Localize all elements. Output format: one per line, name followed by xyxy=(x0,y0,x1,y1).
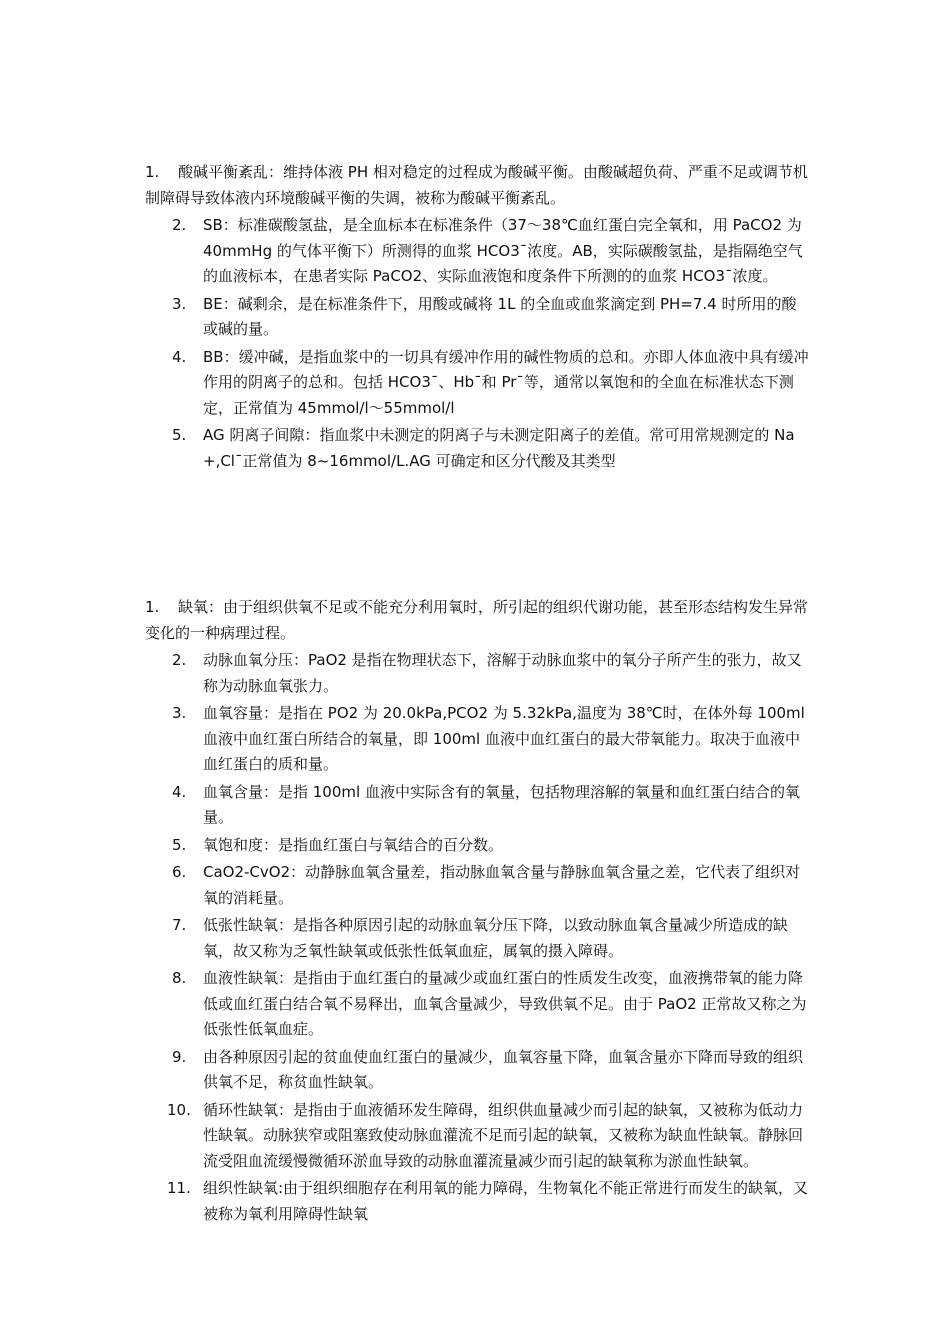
list-text: BE：碱剩余，是在标准条件下，用酸或碱将 1L 的全血或血浆滴定到 PH=7.4 时所用的酸或碱的量。 xyxy=(203,294,797,338)
list-item xyxy=(145,160,810,211)
list-number: 1. xyxy=(145,163,160,181)
list-text: AG 阴离子间隙：指血浆中未测定的阴离子与未测定阳离子的差值。常可用常规测定的 Na+,Clˉ正常值为 8~16mmol/L.AG 可确定和区分代酸及其类型 xyxy=(203,426,795,470)
list-text: SB：标准碳酸氢盐，是全血标本在标准条件（37～38℃血红蛋白完全氧和，用 PaCO2 为 40mmHg 的气体平衡下）所测得的血浆 HCO3ˉ浓度。AB，实际碳酸氢盐，是指隔绝空气的血液标本，在患者实际 PaCO2、实际血液饱和度条件下所测的的血浆 HCO3ˉ浓度。 xyxy=(203,216,803,285)
list-text: 循环性缺氧：是指由于血液循环发生障碍，组织供血量减少而引起的缺氧，又被称为低动力性缺氧。动脉狭窄或阻塞致使动脉血灌流不足而引起的缺氧，又被称为缺血性缺氧。静脉回流受阻血流缓慢微循环淤血导致的动脉血灌流量减少而引起的缺氧称为淤血性缺氧。 xyxy=(203,1100,804,1170)
list-item xyxy=(0,345,810,422)
list-text: 动脉血氧分压：PaO2 是指在物理状态下，溶解于动脉血浆中的氧分子所产生的张力，故又称为动脉血氧张力。 xyxy=(203,651,802,695)
list-item xyxy=(0,833,810,859)
list-text: 酸碱平衡紊乱：维持体液 PH 相对稳定的过程成为酸碱平衡。由酸碱超负荷、严重不足或调节机制障碍导致体液内环境酸碱平衡的失调，被称为酸碱平衡紊乱。 xyxy=(145,163,808,207)
list-number: 4. xyxy=(172,782,187,801)
list-item xyxy=(0,780,810,831)
list-text: 血氧含量：是指 100ml 血液中实际含有的氧量，包括物理溶解的氧量和血红蛋白结合的氧量。 xyxy=(203,782,800,826)
hypoxia-section xyxy=(0,595,950,1229)
list-text: CaO2-CvO2：动静脉血氧含量差，指动脉血氧含量与静脉血氧含量之差，它代表了组织对氧的消耗量。 xyxy=(203,863,801,907)
list-number: 9. xyxy=(172,1047,187,1066)
list-item xyxy=(0,1045,810,1096)
acid-base-section xyxy=(0,160,950,476)
list-item xyxy=(0,913,810,964)
list-text: 低张性缺氧：是指各种原因引起的动脉血氧分压下降，以致动脉血氧含量减少所造成的缺氧，故又称为乏氧性缺氧或低张性低氧血症，属氧的摄入障碍。 xyxy=(203,916,789,960)
list-item xyxy=(0,423,810,474)
list-item xyxy=(145,595,810,646)
list-item xyxy=(0,1098,810,1175)
list-number: 7. xyxy=(172,916,187,934)
list-text: BB：缓冲碱，是指血浆中的一切具有缓冲作用的碱性物质的总和。亦即人体血液中具有缓冲作用的阴离子的总和。包括 HCO3ˉ、Hbˉ和 Prˉ等，通常以氧饱和的全血在标准状态下测定，正常值为 45mmol/l～55mmol/l xyxy=(203,347,809,417)
list-item xyxy=(0,213,810,290)
list-text: 由各种原因引起的贫血使血红蛋白的量减少，血氧容量下降，血氧含量亦下降而导致的组织供氧不足，称贫血性缺氧。 xyxy=(203,1047,804,1091)
list-number: 5. xyxy=(172,835,187,854)
list-item xyxy=(0,648,810,699)
list-item xyxy=(0,1176,810,1227)
list-number: 1. xyxy=(145,598,160,616)
list-number: 5. xyxy=(172,426,187,444)
list-text: 血液性缺氧：是指由于血红蛋白的量减少或血红蛋白的性质发生改变，血液携带氧的能力降低或血红蛋白结合氧不易释出，血氧含量减少，导致供氧不足。由于 PaO2 正常故又称之为低张性低氧血症。 xyxy=(203,969,807,1038)
list-number: 2. xyxy=(172,651,187,669)
list-item xyxy=(0,966,810,1043)
list-number: 8. xyxy=(172,969,187,987)
list-text: 缺氧：由于组织供氧不足或不能充分利用氧时，所引起的组织代谢功能，甚至形态结构发生异常变化的一种病理过程。 xyxy=(145,598,809,642)
list-number: 3. xyxy=(172,704,187,722)
list-text: 氧饱和度：是指血红蛋白与氧结合的百分数。 xyxy=(203,835,504,854)
list-number: 4. xyxy=(172,347,187,366)
list-number: 2. xyxy=(172,216,187,234)
list-item xyxy=(0,701,810,778)
list-item xyxy=(0,292,810,343)
list-number: 11. xyxy=(167,1179,191,1197)
list-number: 3. xyxy=(172,294,187,313)
list-text: 血氧容量：是指在 PO2 为 20.0kPa,PCO2 为 5.32kPa,温度为 38℃时，在体外每 100ml 血液中血红蛋白所结合的氧量，即 100ml 血液中血红蛋白的最大带氧能力。取决于血液中血红蛋白的质和量。 xyxy=(203,704,805,773)
list-number: 10. xyxy=(167,1100,191,1119)
list-text: 组织性缺氧:由于组织细胞存在利用氧的能力障碍，生物氧化不能正常进行而发生的缺氧，又被称为氧利用障碍性缺氧 xyxy=(203,1179,809,1223)
list-number: 6. xyxy=(172,863,187,881)
list-item xyxy=(0,860,810,911)
